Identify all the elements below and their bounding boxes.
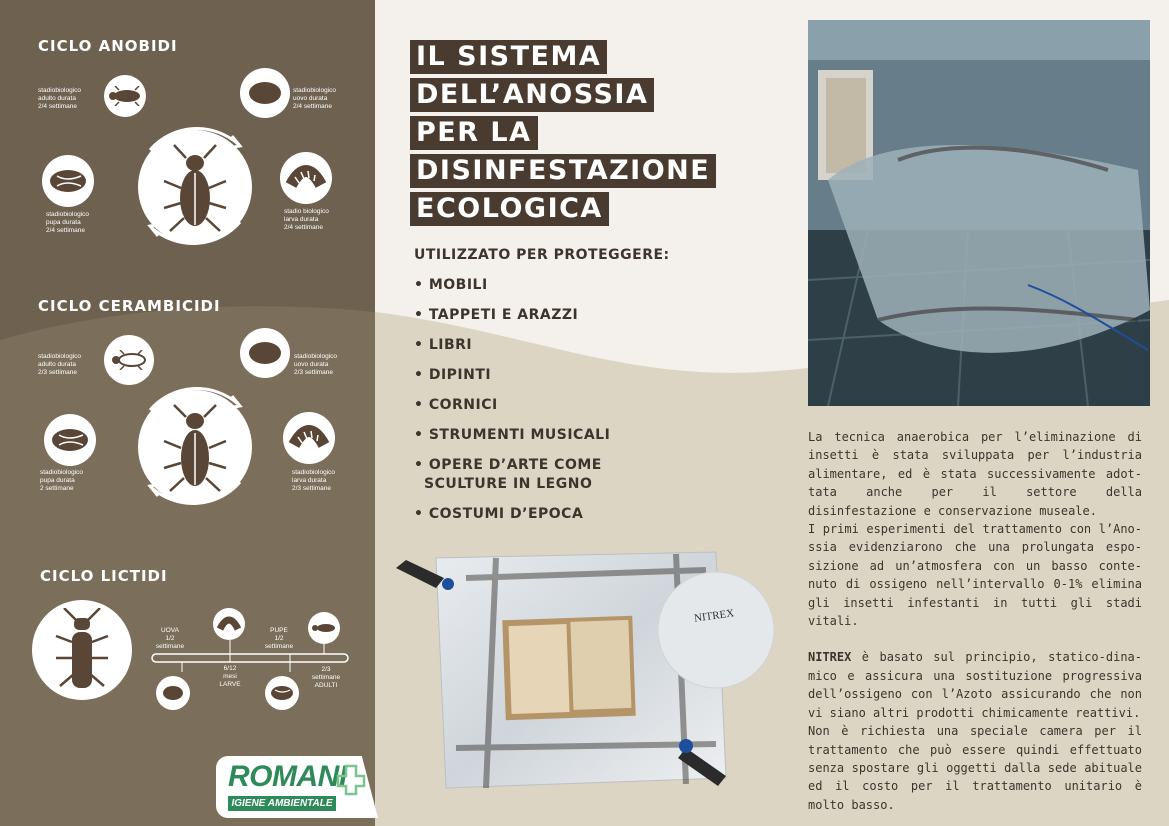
list-item: • DIPINTI [414, 367, 492, 383]
logo-brand: ROMANI [228, 760, 347, 793]
adult-beetle-icon [311, 622, 337, 634]
cerambicidi-larva-text: stadiobiologico larva durata 2/3 settimane [292, 469, 336, 492]
pupa-icon [269, 684, 295, 702]
room-photo-illustration [808, 20, 1150, 406]
list-item: • COSTUMI D’EPOCA [414, 506, 584, 522]
cerambicidi-egg-text: stadiobiologico uovo durata 2/3 settimane [294, 353, 338, 376]
bag-illustration [386, 548, 786, 796]
cerambicidi-pupa-text: stadiobiologico pupa durata 2 settimane [40, 469, 84, 492]
lictidi-title: CICLO LICTIDI [40, 567, 168, 585]
larva-icon [288, 423, 330, 453]
lictidi-adulti-text: 2/3 settimane ADULTI [311, 666, 341, 689]
title-line-1: IL SISTEMA [410, 40, 607, 74]
room-photo [808, 20, 1150, 406]
title-line-2: DELL’ANOSSIA [410, 78, 654, 112]
egg-icon [246, 340, 284, 366]
anobidi-title: CICLO ANOBIDI [38, 37, 178, 55]
main-title [410, 40, 716, 230]
paragraph-2: I primi esperimenti del trattamento con l’Ano-ssia evidenziarono che una prolungata espo-sizione ad un’atmosfera con un basso conte-nuto di ossigeno nell’intervallo 0-1% elimina gli insetti infestanti in tutti gli stadi vitali. [808, 522, 1142, 629]
longhorn-beetle-icon [160, 403, 230, 493]
pupa-icon [47, 166, 89, 196]
larva-icon [217, 615, 241, 633]
list-item: • TAPPETI E ARAZZI [414, 307, 579, 323]
nitrex-bold: NITREX [808, 650, 852, 665]
powderpost-beetle-icon [52, 608, 112, 696]
paragraph-4: Non è richiesta una speciale camera per il trattamento che può essere quindi effettuato senza spostare gli oggetti dalla sede abituale ed il costo per il trattamento unitario è molto basso. [808, 724, 1142, 812]
anobidi-egg-text: stadiobiologico uovo durata 2/4 settimane [293, 87, 337, 110]
title-line-4: DISINFESTAZIONE [410, 154, 716, 188]
cerambicidi-adult-text: stadiobiologico adulto durata 2/3 settimane [38, 353, 82, 376]
larva-icon [285, 163, 327, 193]
adult-beetle-icon [107, 86, 143, 106]
list-item: • STRUMENTI MUSICALI [414, 427, 611, 443]
list-item: • CORNICI [414, 397, 498, 413]
nitrex-bag-image [386, 548, 786, 796]
list-item: SCULTURE IN LEGNO [424, 476, 593, 492]
cross-logo-icon [336, 764, 366, 796]
title-line-3: PER LA [410, 116, 538, 150]
adult-longhorn-icon [110, 350, 148, 370]
anobidi-adult-text: stadiobiologico adulto durata 2/4 settimane [38, 87, 82, 110]
paragraph-3 [808, 648, 1142, 722]
anobidi-larva-text: stadio biologico larva durata 2/4 settimane [284, 208, 329, 231]
list-item: • OPERE D’ARTE COME [414, 457, 602, 473]
anobidi-pupa-text: stadiobiologico pupa durata 2/4 settimane [46, 211, 90, 234]
cerambicidi-title: CICLO CERAMBICIDI [38, 297, 221, 315]
description-text [808, 428, 1142, 814]
usage-subtitle: UTILIZZATO PER PROTEGGERE: [414, 247, 670, 263]
beetle-icon [160, 143, 230, 233]
pupa-icon [49, 425, 91, 455]
nitrex-label: NITREX [693, 607, 735, 625]
egg-icon [246, 80, 284, 106]
egg-icon [161, 684, 185, 702]
paragraph-3-text: è basato sul principio, statico-dina-mico e assicura una sostituzione progressiva dell’ossigeno con l’Azoto assicurando che non vi siano altri prodotti chimicamente reattivi. [808, 650, 1142, 720]
lictidi-uova-text: UOVA 1/2 settimane [155, 627, 185, 650]
logo-tagline: IGIENE AMBIENTALE [228, 796, 336, 811]
usage-list [414, 276, 610, 535]
lictidi-larve-text: 6/12 mesi LARVE [219, 665, 241, 688]
list-item: • LIBRI [414, 337, 473, 353]
list-item: • MOBILI [414, 277, 488, 293]
lictidi-pupe-text: PUPE 1/2 settimane [264, 627, 294, 650]
paragraph-1: La tecnica anaerobica per l’eliminazione di insetti è stata sviluppata per l’industria alimentare, ed è stata successivamente adot-tata anche per il settore della disinfestazione e conservazione museale. [808, 430, 1142, 518]
title-line-5: ECOLOGICA [410, 192, 609, 226]
